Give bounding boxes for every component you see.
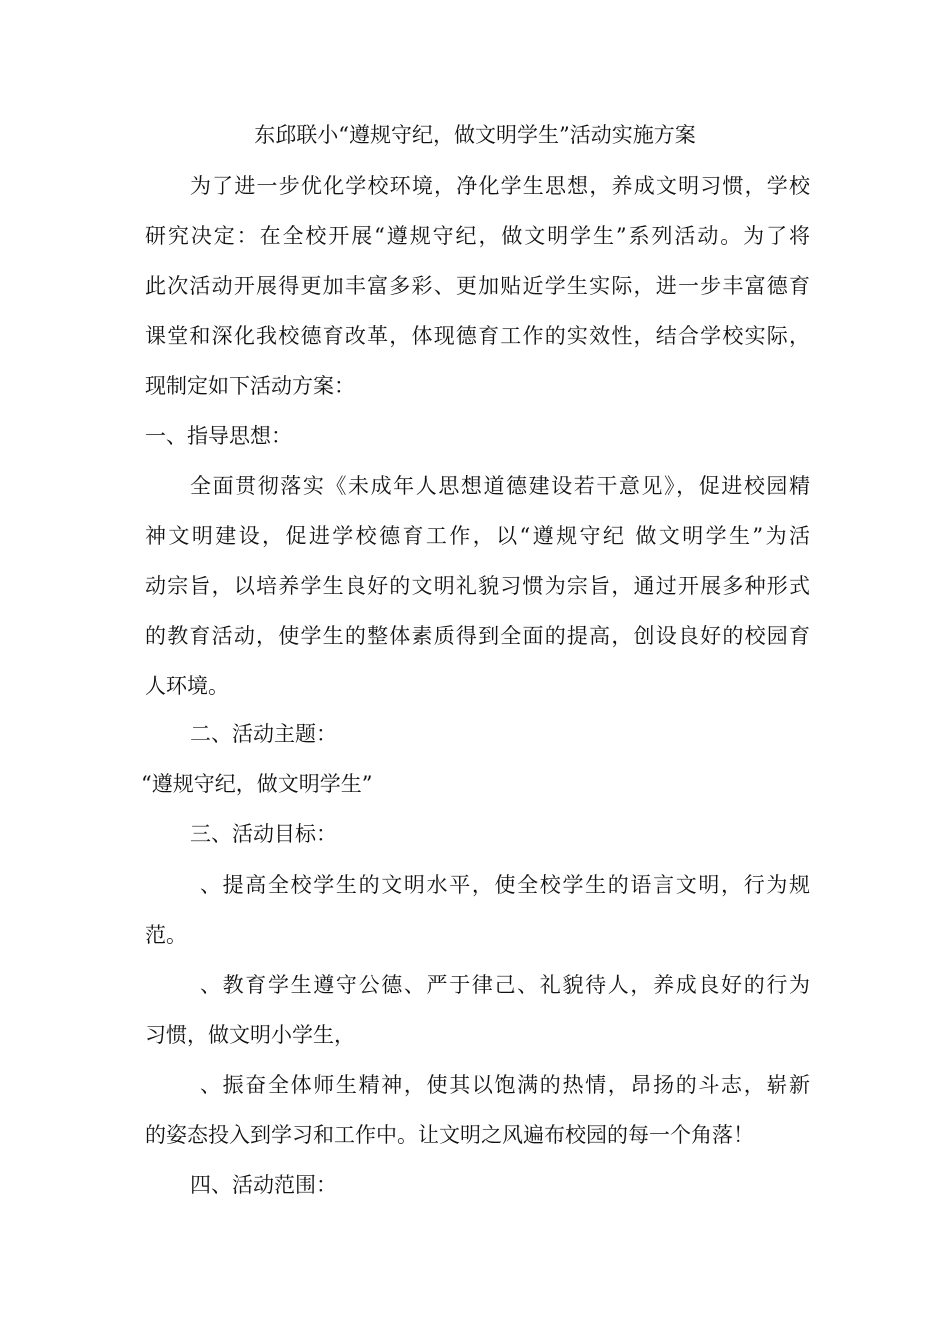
intro-line-2: 研究决定：在全校开展“遵规守纪，做文明学生”系列活动。为了将 <box>145 224 810 248</box>
intro-line-3: 此次活动开展得更加丰富多彩、更加贴近学生实际，进一步丰富德育 <box>145 274 810 298</box>
section1-line-1: 全面贯彻落实《未成年人思想道德建设若干意见》，促进校园精 <box>190 474 810 498</box>
section3-heading: 三、活动目标： <box>190 822 337 846</box>
intro-line-4: 课堂和深化我校德育改革，体现德育工作的实效性，结合学校实际， <box>145 324 810 348</box>
section1-line-4: 的教育活动，使学生的整体素质得到全面的提高，创设良好的校园育 <box>145 624 810 648</box>
section2-heading: 二、活动主题： <box>190 722 337 746</box>
section1-line-5: 人环境。 <box>145 674 229 698</box>
section1-heading: 一、指导思想： <box>145 424 292 448</box>
section3-item2-line2: 习惯，做文明小学生， <box>145 1023 355 1047</box>
intro-line-1: 为了进一步优化学校环境，净化学生思想，养成文明习惯，学校 <box>190 174 810 198</box>
document-title: 东邱联小“遵规守纪，做文明学生”活动实施方案 <box>254 123 696 147</box>
section3-item1-line2: 范。 <box>145 923 187 947</box>
section1-line-2: 神文明建设，促进学校德育工作，以“遵规守纪 做文明学生”为活 <box>145 524 810 548</box>
section3-item3-line2: 的姿态投入到学习和工作中。让文明之风遍布校园的每一个角落！ <box>145 1123 754 1147</box>
section4-heading: 四、活动范围： <box>190 1173 337 1197</box>
section3-item2-line1: 、教育学生遵守公德、严于律己、礼貌待人，养成良好的行为 <box>200 973 810 997</box>
section3-item3-line1: 、振奋全体师生精神，使其以饱满的热情，昂扬的斗志，崭新 <box>200 1073 810 1097</box>
section2-body: “遵规守纪，做文明学生” <box>141 772 373 796</box>
section3-item1-line1: 、提高全校学生的文明水平，使全校学生的语言文明，行为规 <box>200 873 810 897</box>
intro-line-5: 现制定如下活动方案： <box>145 374 355 398</box>
section1-line-3: 动宗旨，以培养学生良好的文明礼貌习惯为宗旨，通过开展多种形式 <box>145 574 810 598</box>
